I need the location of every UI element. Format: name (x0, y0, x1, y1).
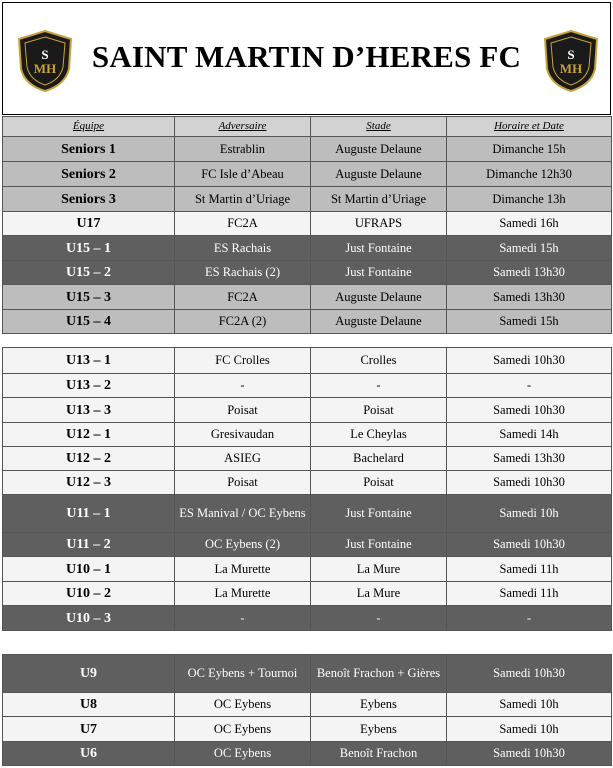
team-cell: U11 – 2 (3, 533, 175, 557)
opponent-cell: FC2A (175, 285, 311, 310)
time-cell: Samedi 10h30 (447, 533, 612, 557)
stadium-cell: La Mure (311, 557, 447, 582)
opponent-cell: ES Manival / OC Eybens (175, 495, 311, 533)
opponent-cell: ES Rachais (175, 236, 311, 261)
team-cell: U13 – 2 (3, 374, 175, 398)
stadium-cell: Poisat (311, 398, 447, 423)
opponent-cell: Poisat (175, 398, 311, 423)
opponent-cell: OC Eybens (175, 742, 311, 766)
opponent-cell: - (175, 606, 311, 631)
header-opponent: Adversaire (175, 117, 311, 137)
opponent-cell: - (175, 374, 311, 398)
table-row (3, 655, 612, 693)
team-cell: Seniors 3 (3, 187, 175, 212)
schedule-table-u13-u10 (2, 347, 612, 631)
time-cell: Samedi 10h30 (447, 742, 612, 766)
time-cell: - (447, 606, 612, 631)
svg-text:S: S (41, 47, 49, 62)
stadium-cell: Eybens (311, 693, 447, 717)
time-cell: Samedi 10h (447, 717, 612, 742)
team-cell: U11 – 1 (3, 495, 175, 533)
table-row (3, 495, 612, 533)
opponent-cell: FC2A (2) (175, 310, 311, 334)
stadium-cell: UFRAPS (311, 212, 447, 236)
team-cell: U12 – 3 (3, 471, 175, 495)
stadium-cell: Benoît Frachon + Gières (311, 655, 447, 693)
club-crest-icon (15, 29, 75, 93)
table-row (3, 374, 612, 398)
table-row (3, 187, 612, 212)
team-cell: U10 – 3 (3, 606, 175, 631)
team-cell: Seniors 1 (3, 137, 175, 162)
opponent-cell: FC2A (175, 212, 311, 236)
team-cell: U13 – 1 (3, 348, 175, 374)
time-cell: Samedi 11h (447, 557, 612, 582)
table-row (3, 137, 612, 162)
table-row (3, 606, 612, 631)
svg-text:S: S (567, 47, 575, 62)
stadium-cell: Bachelard (311, 447, 447, 471)
header-time: Horaire et Date (447, 117, 612, 137)
stadium-cell: - (311, 606, 447, 631)
team-cell: U10 – 1 (3, 557, 175, 582)
time-cell: Samedi 10h (447, 693, 612, 717)
time-cell: Dimanche 15h (447, 137, 612, 162)
team-cell: U12 – 2 (3, 447, 175, 471)
table-row (3, 447, 612, 471)
opponent-cell: La Murette (175, 582, 311, 606)
page-title: SAINT MARTIN D’HERES FC (91, 39, 522, 74)
club-crest-icon (541, 29, 601, 93)
table-row (3, 162, 612, 187)
opponent-cell: OC Eybens (175, 693, 311, 717)
opponent-cell: OC Eybens (175, 717, 311, 742)
time-cell: Dimanche 12h30 (447, 162, 612, 187)
stadium-cell: Eybens (311, 717, 447, 742)
table-row (3, 717, 612, 742)
table-row (3, 285, 612, 310)
stadium-cell: Just Fontaine (311, 495, 447, 533)
opponent-cell: Gresivaudan (175, 423, 311, 447)
opponent-cell: FC Isle d’Abeau (175, 162, 311, 187)
team-cell: U10 – 2 (3, 582, 175, 606)
opponent-cell: FC Crolles (175, 348, 311, 374)
table-row (3, 398, 612, 423)
table-row (3, 310, 612, 334)
time-cell: Samedi 10h30 (447, 471, 612, 495)
team-cell: U15 – 1 (3, 236, 175, 261)
table-row (3, 533, 612, 557)
opponent-cell: ES Rachais (2) (175, 261, 311, 285)
time-cell: Samedi 14h (447, 423, 612, 447)
page-header (2, 2, 611, 115)
opponent-cell: Estrablin (175, 137, 311, 162)
schedule-table-seniors-u15 (2, 116, 612, 334)
table-row (3, 742, 612, 766)
stadium-cell: Just Fontaine (311, 261, 447, 285)
opponent-cell: Poisat (175, 471, 311, 495)
stadium-cell: St Martin d’Uriage (311, 187, 447, 212)
schedule-table-u9-u6 (2, 654, 612, 766)
stadium-cell: La Mure (311, 582, 447, 606)
stadium-cell: Auguste Delaune (311, 137, 447, 162)
time-cell: Samedi 13h30 (447, 261, 612, 285)
team-cell: U7 (3, 717, 175, 742)
stadium-cell: Just Fontaine (311, 236, 447, 261)
svg-text:MH: MH (559, 61, 583, 76)
table-row (3, 423, 612, 447)
header-team: Équipe (3, 117, 175, 137)
table-row (3, 471, 612, 495)
time-cell: Samedi 15h (447, 236, 612, 261)
opponent-cell: OC Eybens + Tournoi (175, 655, 311, 693)
time-cell: Samedi 11h (447, 582, 612, 606)
stadium-cell: Benoît Frachon (311, 742, 447, 766)
stadium-cell: - (311, 374, 447, 398)
team-cell: U12 – 1 (3, 423, 175, 447)
time-cell: Samedi 16h (447, 212, 612, 236)
team-cell: U17 (3, 212, 175, 236)
svg-text:MH: MH (33, 61, 57, 76)
team-cell: U9 (3, 655, 175, 693)
time-cell: Dimanche 13h (447, 187, 612, 212)
opponent-cell: La Murette (175, 557, 311, 582)
time-cell: Samedi 10h30 (447, 348, 612, 374)
table-row (3, 212, 612, 236)
opponent-cell: St Martin d’Uriage (175, 187, 311, 212)
stadium-cell: Poisat (311, 471, 447, 495)
time-cell: - (447, 374, 612, 398)
time-cell: Samedi 15h (447, 310, 612, 334)
stadium-cell: Crolles (311, 348, 447, 374)
table-row (3, 557, 612, 582)
team-cell: U6 (3, 742, 175, 766)
opponent-cell: OC Eybens (2) (175, 533, 311, 557)
stadium-cell: Auguste Delaune (311, 162, 447, 187)
team-cell: Seniors 2 (3, 162, 175, 187)
stadium-cell: Just Fontaine (311, 533, 447, 557)
team-cell: U15 – 2 (3, 261, 175, 285)
time-cell: Samedi 10h30 (447, 655, 612, 693)
time-cell: Samedi 10h30 (447, 398, 612, 423)
opponent-cell: ASIEG (175, 447, 311, 471)
table-row (3, 261, 612, 285)
header-stadium: Stade (311, 117, 447, 137)
time-cell: Samedi 13h30 (447, 447, 612, 471)
table-row (3, 582, 612, 606)
table-row (3, 348, 612, 374)
time-cell: Samedi 13h30 (447, 285, 612, 310)
team-cell: U13 – 3 (3, 398, 175, 423)
table-row (3, 693, 612, 717)
time-cell: Samedi 10h (447, 495, 612, 533)
stadium-cell: Auguste Delaune (311, 310, 447, 334)
table-row (3, 236, 612, 261)
stadium-cell: Auguste Delaune (311, 285, 447, 310)
table-header-row (3, 117, 612, 137)
team-cell: U8 (3, 693, 175, 717)
stadium-cell: Le Cheylas (311, 423, 447, 447)
team-cell: U15 – 4 (3, 310, 175, 334)
team-cell: U15 – 3 (3, 285, 175, 310)
